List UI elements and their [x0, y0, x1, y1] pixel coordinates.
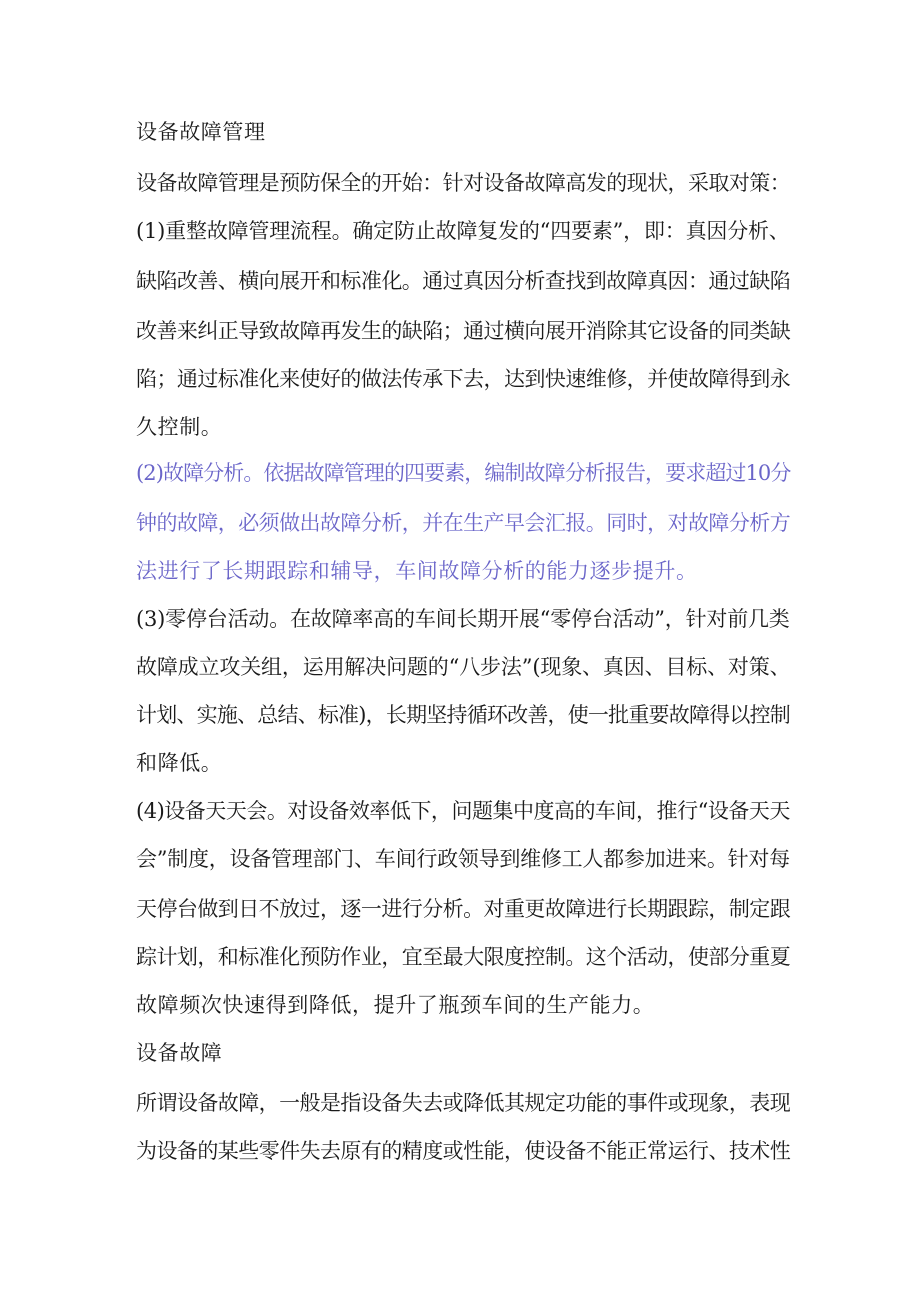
item-1-line-3: 改善来纠正导致故障再发生的缺陷；通过横向展开消除其它设备的同类缺 [136, 319, 791, 343]
item-3-line-4: 和降低。 [136, 751, 223, 775]
item-1-line-4: 陷；通过标准化来使好的做法传承下去，达到快速维修，并使故障得到永 [136, 367, 791, 391]
item-1-line-1: (1)重整故障管理流程。确定防止故障复发的“四要素”，即：真因分析、 [136, 219, 790, 243]
item-2-line-3: 法进行了长期跟踪和辅导，车间故障分析的能力逐步提升。 [136, 559, 698, 583]
definition-line-1: 所谓设备故障，一般是指设备失去或降低其规定功能的事件或现象，表现 [136, 1091, 791, 1115]
item-4-line-4: 踪计划，和标准化预防作业，宜至最大限度控制。这个活动，使部分重夏 [136, 945, 791, 969]
item-4-line-5: 故障频次快速得到降低，提升了瓶颈车间的生产能力。 [136, 993, 655, 1017]
item-4-line-1: (4)设备天天会。对设备效率低下，问题集中度高的车间，推行“设备天天 [136, 799, 790, 823]
item-3-line-3: 计划、实施、总结、标准)，长期坚持循环改善，使一批重要故障得以控制 [136, 703, 790, 727]
definition-line-2: 为设备的某些零件失去原有的精度或性能，使设备不能正常运行、技术性 [136, 1139, 791, 1163]
item-4-line-3: 天停台做到日不放过，逐一进行分析。对重更故障进行长期跟踪，制定跟 [136, 897, 791, 921]
item-3-line-1: (3)零停台活动。在故障率高的车间长期开展“零停台活动”，针对前几类 [136, 607, 790, 631]
intro-paragraph: 设备故障管理是预防保全的开始：针对设备故障高发的现状，采取对策： [136, 171, 791, 195]
item-4-line-2: 会”制度，设备管理部门、车间行政领导到维修工人都参加进来。针对每 [136, 847, 790, 871]
item-1-line-2: 缺陷改善、横向展开和标准化。通过真因分析查找到故障真因：通过缺陷 [136, 269, 791, 293]
item-2-line-1: (2)故障分析。依据故障管理的四要素，编制故障分析报告，要求超过10分 [136, 461, 791, 485]
heading-equipment-fault-management: 设备故障管理 [136, 120, 266, 144]
item-2-line-2: 钟的故障，必须做出故障分析，并在生产早会汇报。同时，对故障分析方 [136, 511, 791, 535]
heading-equipment-fault: 设备故障 [136, 1041, 223, 1065]
item-1-line-5: 久控制。 [136, 415, 223, 439]
item-3-line-2: 故障成立攻关组，运用解决问题的“八步法”(现象、真因、目标、对策、 [136, 655, 791, 679]
